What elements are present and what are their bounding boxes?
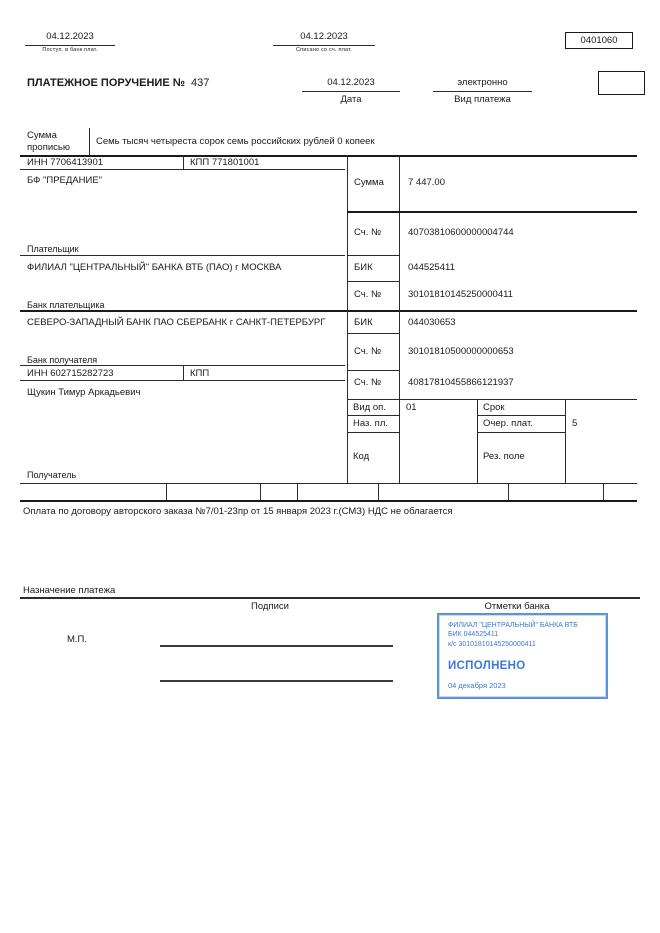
doc-date: 04.12.2023 bbox=[327, 77, 375, 88]
table-line bbox=[20, 255, 345, 256]
receiver-bank-corr: 30101810500000000653 bbox=[408, 346, 514, 357]
bank-stamp bbox=[437, 613, 608, 699]
payer-bank-bik-label: БИК bbox=[354, 262, 373, 273]
stamp-date: 04 декабря 2023 bbox=[448, 680, 506, 690]
priority-value: 5 bbox=[572, 418, 578, 429]
payer-bank-label: Банк плательщика bbox=[27, 300, 105, 310]
table-line bbox=[20, 169, 345, 170]
date-debited: 04.12.2023 bbox=[300, 31, 348, 42]
purpose-label: Назначение платежа bbox=[23, 585, 116, 596]
payment-kind: электронно bbox=[457, 77, 508, 88]
table-line bbox=[347, 281, 399, 282]
op-kind-value: 01 bbox=[406, 402, 417, 413]
table-line bbox=[347, 333, 399, 334]
table-line bbox=[347, 415, 399, 416]
receiver-bank-label: Банк получателя bbox=[27, 355, 98, 365]
sum-value: 7 447.00 bbox=[408, 177, 445, 188]
payer-bank-corr-label: Сч. № bbox=[354, 289, 382, 300]
receiver-bank-name: СЕВЕРО-ЗАПАДНЫЙ БАНК ПАО СБЕРБАНК г САНКТ-ПЕТЕРБУРГ bbox=[27, 317, 326, 328]
receiver-account-label: Сч. № bbox=[354, 377, 382, 388]
signatures-label: Подписи bbox=[251, 601, 289, 612]
term-label: Срок bbox=[483, 402, 505, 413]
date-debited-label: Списано со сч. плат. bbox=[295, 47, 353, 53]
table-line bbox=[477, 432, 565, 433]
form-code-box bbox=[565, 32, 633, 49]
table-line bbox=[565, 399, 566, 483]
table-line bbox=[20, 155, 637, 157]
receiver-label: Получатель bbox=[27, 470, 77, 480]
signature-line-1 bbox=[160, 645, 393, 647]
table-line bbox=[378, 483, 379, 500]
sum-label: Сумма bbox=[354, 177, 384, 188]
priority-label: Очер. плат. bbox=[483, 418, 533, 429]
doc-title bbox=[27, 77, 209, 91]
table-line bbox=[508, 483, 509, 500]
purpose-underline bbox=[20, 597, 640, 599]
date-debited-underline bbox=[273, 45, 375, 46]
receiver-bank-bik-label: БИК bbox=[354, 317, 373, 328]
naz-pl-label: Наз. пл. bbox=[353, 418, 388, 429]
mp-label: М.П. bbox=[67, 634, 88, 645]
table-line bbox=[477, 415, 565, 416]
stamp-corr: к/с 30101810145250000411 bbox=[448, 640, 536, 648]
bank-marks-label: Отметки банка bbox=[484, 601, 550, 612]
payer-kpp: КПП 771801001 bbox=[190, 157, 260, 168]
payer-bank-bik: 044525411 bbox=[408, 262, 455, 273]
sum-words-label: Сумма прописью bbox=[27, 130, 70, 153]
payer-bank-corr: 30101810145250000411 bbox=[408, 289, 513, 300]
signature-line-2 bbox=[160, 680, 393, 682]
sum-words-divider bbox=[89, 128, 90, 155]
date-received-label: Поступ. в банк плат. bbox=[42, 47, 98, 53]
receiver-inn: ИНН 602715282723 bbox=[27, 368, 114, 379]
form-code: 0401060 bbox=[580, 35, 618, 46]
sum-words: Семь тысяч четыреста сорок семь российских рублей 0 копеек bbox=[96, 136, 375, 147]
reserve-label: Рез. поле bbox=[483, 451, 525, 462]
table-line bbox=[347, 211, 637, 213]
kpp-divider bbox=[183, 155, 184, 170]
table-line bbox=[347, 155, 348, 483]
table-line bbox=[20, 310, 637, 312]
table-line bbox=[347, 255, 399, 256]
kpp-divider bbox=[183, 365, 184, 380]
table-line bbox=[347, 432, 399, 433]
payment-kind-label: Вид платежа bbox=[454, 94, 511, 105]
doc-number: 437 bbox=[191, 77, 210, 89]
op-kind-label: Вид оп. bbox=[353, 402, 386, 413]
table-line bbox=[20, 500, 637, 502]
receiver-kpp: КПП bbox=[190, 368, 210, 379]
stamp-status: ИСПОЛНЕНО bbox=[448, 660, 526, 673]
receiver-bank-bik: 044030653 bbox=[408, 317, 456, 328]
payer-inn: ИНН 7706413901 bbox=[27, 157, 104, 168]
date-received-underline bbox=[25, 45, 115, 46]
doc-date-label: Дата bbox=[340, 94, 362, 105]
receiver-account: 40817810455866121937 bbox=[408, 377, 514, 388]
date-received: 04.12.2023 bbox=[46, 31, 94, 42]
doc-date-underline bbox=[302, 91, 400, 92]
aux-empty-box bbox=[598, 71, 645, 95]
payment-kind-underline bbox=[433, 91, 532, 92]
table-line bbox=[347, 370, 399, 371]
payer-account: 40703810600000004744 bbox=[408, 227, 514, 238]
payer-label: Плательщик bbox=[27, 244, 79, 254]
table-line bbox=[20, 380, 345, 381]
code-label: Код bbox=[353, 451, 370, 462]
payer-bank-name: ФИЛИАЛ "ЦЕНТРАЛЬНЫЙ" БАНКА ВТБ (ПАО) г МОСКВА bbox=[27, 262, 282, 273]
table-line bbox=[399, 155, 400, 483]
payer-account-label: Сч. № bbox=[354, 227, 382, 238]
purpose-text: Оплата по договору авторского заказа №7/01-23пр от 15 января 2023 г.(СМЗ) НДС не облагается bbox=[23, 506, 453, 517]
table-line bbox=[603, 483, 604, 500]
table-line bbox=[297, 483, 298, 500]
table-line bbox=[166, 483, 167, 500]
table-line bbox=[20, 483, 637, 484]
receiver-name: Щукин Тимур Аркадьевич bbox=[27, 387, 141, 398]
receiver-bank-corr-label: Сч. № bbox=[354, 346, 382, 357]
stamp-bank-name: ФИЛИАЛ "ЦЕНТРАЛЬНЫЙ" БАНКА ВТБ bbox=[448, 622, 578, 629]
stamp-bik: БИК 044525411 bbox=[448, 631, 499, 639]
table-line bbox=[477, 399, 478, 483]
payer-name: БФ "ПРЕДАНИЕ" bbox=[27, 175, 103, 186]
table-line bbox=[347, 399, 637, 400]
doc-title-text: ПЛАТЕЖНОЕ ПОРУЧЕНИЕ № bbox=[27, 77, 185, 89]
table-line bbox=[260, 483, 261, 500]
